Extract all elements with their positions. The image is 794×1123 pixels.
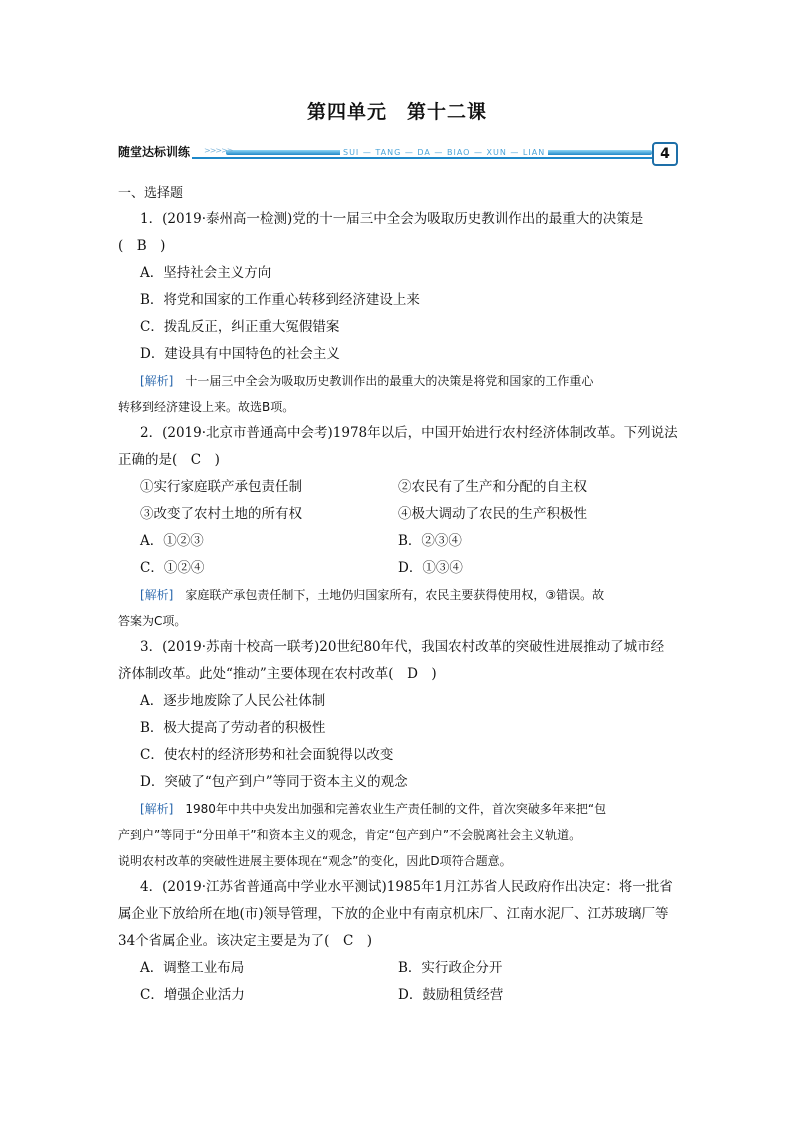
- option: B．极大提高了劳动者的积极性: [140, 720, 326, 736]
- option: C．使农村的经济形势和社会面貌得以改变: [140, 747, 394, 763]
- option: D．鼓励租赁经营: [398, 987, 504, 1003]
- banner-arrows: >>>>>: [204, 146, 233, 155]
- analysis: [118, 368, 680, 420]
- question-stem: 济体制改革。此处“推动”主要体现在农村改革( D ): [118, 666, 437, 682]
- option: C．增强企业活力: [140, 987, 245, 1003]
- question-4: [118, 874, 680, 1009]
- option: D．建设具有中国特色的社会主义: [140, 346, 340, 362]
- analysis-text: 家庭联产承包责任制下，土地仍归国家所有，农民主要获得使用权，③错误。故: [173, 588, 605, 602]
- page-title: 第四单元 第十二课: [306, 101, 487, 123]
- analysis-tag: [解析]: [140, 588, 174, 602]
- analysis-text: 产到户”等同于“分田单干”和资本主义的观念，肯定“包产到户”不会脱离社会主义轨道。: [118, 828, 582, 842]
- option-row: [118, 955, 680, 982]
- question-2: [118, 420, 680, 634]
- banner-badge: 4: [652, 142, 678, 166]
- statement: ③改变了农村土地的所有权: [140, 506, 302, 522]
- statement-row: [118, 501, 680, 528]
- option: A．调整工业布局: [140, 960, 245, 976]
- option: C．①②④: [140, 560, 205, 576]
- analysis-text: 转移到经济建设上来。故选B项。: [118, 400, 295, 414]
- question-stem: 3．(2019·苏南十校高一联考)20世纪80年代，我国农村改革的突破性进展推动了城市经: [140, 639, 665, 655]
- analysis: [118, 582, 680, 634]
- statement: ④极大调动了农民的生产积极性: [398, 506, 587, 522]
- question-stem: 4．(2019·江苏省普通高中学业水平测试)1985年1月江苏省人民政府作出决定：将一批省: [140, 879, 673, 895]
- section-heading: 一、选择题: [118, 186, 184, 201]
- analysis-tag: [解析]: [140, 802, 174, 816]
- option: D．①③④: [398, 560, 463, 576]
- question-1: [118, 206, 680, 420]
- analysis-text: 1980年中共中央发出加强和完善农业生产责任制的文件，首次突破多年来把“包: [173, 802, 607, 816]
- option: A．逐步地废除了人民公社体制: [140, 693, 326, 709]
- question-answer: ( B ): [118, 238, 166, 254]
- question-stem: 属企业下放给所在地(市)领导管理，下放的企业中有南京机床厂、江南水泥厂、江苏玻璃厂等: [118, 906, 669, 922]
- question-stem: 34个省属企业。该决定主要是为了( C ): [118, 933, 373, 949]
- question-stem: 正确的是( C ): [118, 452, 220, 468]
- question-stem: 2．(2019·北京市普通高中会考)1978年以后，中国开始进行农村经济体制改革。下列说法: [140, 425, 678, 441]
- option: D．突破了“包产到户”等同于资本主义的观念: [140, 774, 408, 790]
- question-list: [118, 184, 680, 1009]
- statement: ①实行家庭联产承包责任制: [140, 479, 302, 495]
- option: B．②③④: [398, 533, 462, 549]
- analysis-text: 十一届三中全会为吸取历史教训作出的最重大的决策是将党和国家的工作重心: [173, 374, 594, 388]
- banner-label: 随堂达标训练: [118, 145, 191, 159]
- banner-pinyin: SUI — TANG — DA — BIAO — XUN — LIAN: [340, 148, 548, 157]
- statement-row: [118, 474, 680, 501]
- option-row: [118, 528, 680, 555]
- analysis: [118, 796, 680, 874]
- option: A．①②③: [140, 533, 204, 549]
- option-row: [118, 555, 680, 582]
- option: C．拨乱反正，纠正重大冤假错案: [140, 319, 340, 335]
- option: B．将党和国家的工作重心转移到经济建设上来: [140, 292, 420, 308]
- analysis-text: 答案为C项。: [118, 614, 187, 628]
- statement: ②农民有了生产和分配的自主权: [398, 479, 587, 495]
- option-row: [118, 982, 680, 1009]
- option: A．坚持社会主义方向: [140, 265, 272, 281]
- banner-underline: [118, 157, 652, 159]
- question-3: [118, 634, 680, 874]
- question-stem: 1．(2019·泰州高一检测)党的十一届三中全会为吸取历史教训作出的最重大的决策是: [140, 211, 644, 227]
- analysis-tag: [解析]: [140, 374, 174, 388]
- option: B．实行政企分开: [398, 960, 503, 976]
- section-banner: [118, 140, 678, 164]
- analysis-text: 说明农村改革的突破性进展主要体现在“观念”的变化，因此D项符合题意。: [118, 854, 512, 868]
